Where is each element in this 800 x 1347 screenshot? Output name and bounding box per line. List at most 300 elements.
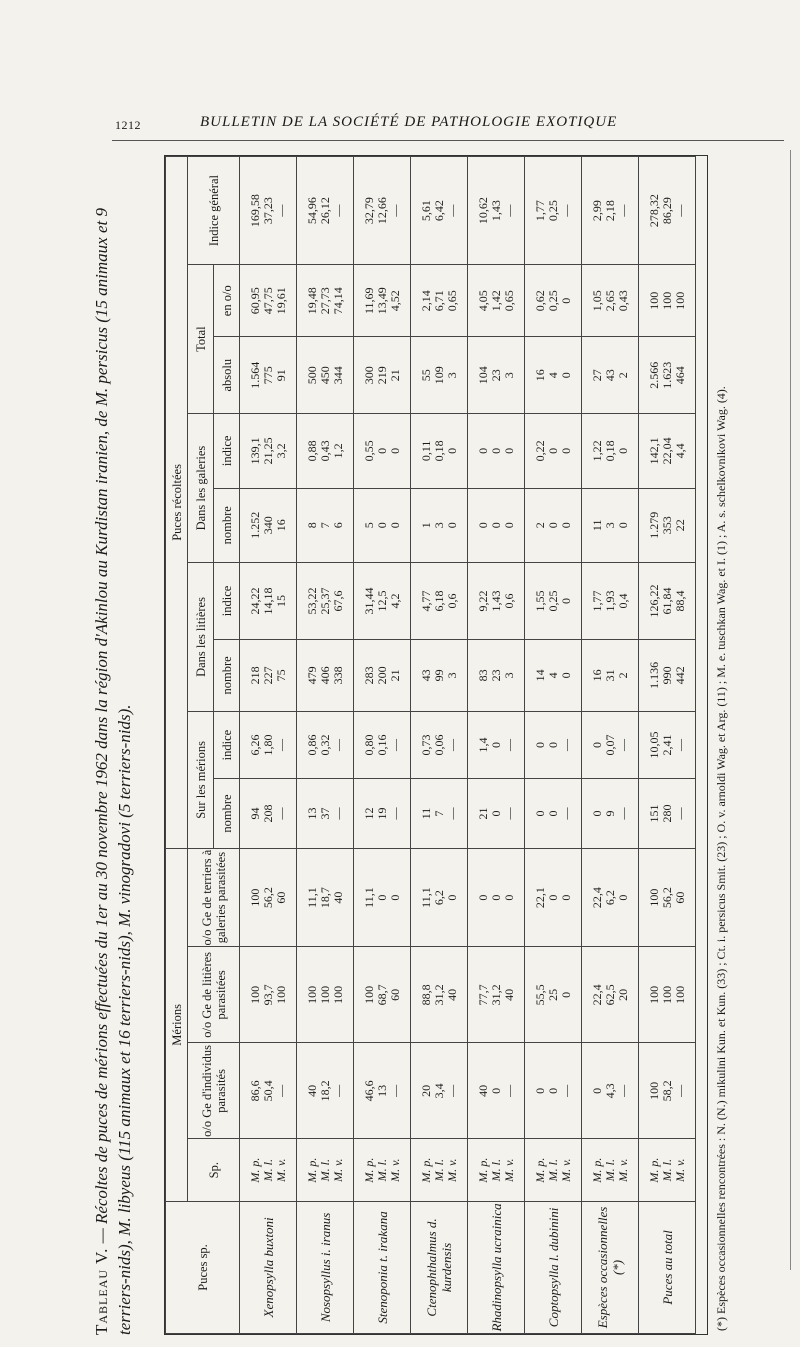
col-puces-sp: Puces sp. [166,1201,240,1333]
cell-value: 40 [304,1084,319,1097]
cell-lit-n [297,639,354,711]
species-name: Stenoponia t. irakana [354,1201,411,1333]
cell-value: M. l. [431,1159,446,1182]
cell-lit-i [411,563,468,640]
cell-value: 88,4 [672,590,687,612]
cell-ig [525,157,582,265]
cell-value: 0 [558,522,573,529]
cell-value: 0,4 [615,593,630,609]
cell-value: M. v. [387,1158,402,1182]
cell-value: 0,6 [444,593,459,609]
cell-lit-i [582,563,639,640]
cell-value: 0 [387,894,402,901]
cell-value: — [558,1084,573,1097]
cell-mer-i [525,711,582,778]
cell-ter [354,848,411,946]
cell-ind [639,1043,696,1139]
cell-value: M. p. [646,1157,661,1183]
cell-value: 50,4 [260,1080,275,1102]
cell-value: 2 [532,522,547,529]
cell-value: 0,25 [545,200,560,222]
cell-value: 4 [545,372,560,379]
col-total: Total [188,265,214,414]
cell-value: 4,52 [387,290,402,312]
cell-value: — [444,1084,459,1097]
cell-value: 0 [558,447,573,454]
cell-value: 14,18 [260,587,275,615]
cell-value: 2.566 [646,361,661,389]
species-name: Espèces occasionnelles (*) [582,1201,639,1333]
species-name: Coptopsylla l. dubinini [525,1201,582,1333]
cell-value: 7 [431,810,446,817]
cell-value: 4,2 [387,593,402,609]
cell-value: 0 [532,742,547,749]
data-table-frame [164,155,708,1335]
cell-value: 0 [545,522,560,529]
cell-ig [240,157,297,265]
running-header [0,108,800,136]
cell-value: 1,42 [488,290,503,312]
cell-tot-abs [411,337,468,414]
cell-gal-n [525,488,582,562]
cell-lit-n [468,639,525,711]
cell-tot-pct [411,265,468,337]
cell-value: 1.136 [646,661,661,689]
cell-lit [582,947,639,1043]
cell-gal-n [468,488,525,562]
cell-mer-i [582,711,639,778]
table-row [354,157,411,1334]
cell-value: 0,55 [361,440,376,462]
cell-value: 0,86 [304,734,319,756]
cell-value: — [501,807,516,820]
table-caption-text: — Récoltes de puces de mérions effectuées du 1er au 30 novembre 1962 dans la région d'Akinlou au Kurdistan iranien, de M. persicus (15 animaux et 9 terriers-nids), M. libyeus (115 animaux et 16 terriers-nids), M. vinogradovi (5 terriers-nids). [92,208,134,1335]
cell-value: 4,4 [672,443,687,459]
cell-value: 0 [615,894,630,901]
cell-value: M. p. [304,1157,319,1183]
cell-value: 283 [361,666,376,685]
cell-value: 14 [532,669,547,682]
cell-value: 100 [361,985,376,1004]
cell-lit-i [297,563,354,640]
cell-value: 775 [260,366,275,385]
cell-value: 0 [501,894,516,901]
cell-value: 1,55 [532,590,547,612]
cell-value: 75 [273,669,288,682]
cell-value: 0 [501,522,516,529]
col-mer-indice: indice [214,711,240,778]
table-row [582,157,639,1334]
cell-value: 31,2 [488,984,503,1006]
cell-value: M. l. [317,1159,332,1182]
cell-value: 74,14 [330,287,345,315]
cell-value: 3 [602,522,617,529]
cell-value: 11,1 [418,887,433,908]
cell-value: 56,2 [260,887,275,909]
cell-value: 126,22 [646,584,661,618]
cell-value: M. l. [602,1159,617,1182]
cell-ig [468,157,525,265]
cell-gal-i [468,414,525,488]
cell-sp [354,1139,411,1201]
table-row [468,157,525,1334]
cell-value: — [672,739,687,752]
cell-value: 0,25 [545,290,560,312]
cell-value: M. p. [475,1157,490,1183]
cell-value: 0 [545,894,560,901]
cell-value: — [273,807,288,820]
cell-value: 1 [418,522,433,529]
cell-value: — [501,204,516,217]
cell-value: 0,18 [602,440,617,462]
cell-tot-pct [582,265,639,337]
cell-value: 6,2 [602,890,617,906]
cell-value: — [444,739,459,752]
cell-value: 12,66 [374,197,389,225]
cell-value: 6,42 [431,200,446,222]
cell-value: M. l. [659,1159,674,1182]
cell-value: 40 [501,988,516,1001]
cell-value: 0,65 [501,290,516,312]
table-label: Tableau V. [92,1247,111,1335]
cell-mer-i [468,711,525,778]
cell-value: 9,22 [475,590,490,612]
cell-value: 0,18 [431,440,446,462]
cell-ig [354,157,411,265]
cell-value: 11,69 [361,287,376,315]
cell-lit-i [354,563,411,640]
cell-value: 1,43 [488,590,503,612]
cell-value: 0 [545,742,560,749]
cell-value: — [273,204,288,217]
cell-value: 0 [615,522,630,529]
cell-value: 219 [374,366,389,385]
cell-value: — [387,739,402,752]
cell-value: 139,1 [247,437,262,465]
cell-lit [240,947,297,1043]
cell-tot-abs [297,337,354,414]
footnote: (*) Espèces occasionnelles rencontrées : N. (N.) mikulini Kun. et Kun. (33) ; Ct. i. persicus Smit. (23) ; O. v. arnoldi Wag. et Arg. (11) ; M. e. tuschkan Wag. et I. (1) ; A. s. schelkovnikovi Wag. (4). [714,386,728,1331]
cell-value: 109 [431,366,446,385]
species-name: Xenopsylla buxtoni [240,1201,297,1333]
cell-value: 16 [273,519,288,532]
cell-value: 338 [330,666,345,685]
cell-gal-i [639,414,696,488]
cell-value: M. v. [672,1158,687,1182]
cell-value: 16 [589,669,604,682]
cell-value: M. l. [545,1159,560,1182]
cell-value: 169,58 [247,194,262,228]
cell-value: 0,07 [602,734,617,756]
cell-value: 100 [646,291,661,310]
cell-value: M. p. [418,1157,433,1183]
cell-value: — [387,807,402,820]
cell-value: 0,11 [418,440,433,462]
cell-value: 7 [317,522,332,529]
cell-value: 43 [602,369,617,382]
cell-value: 25 [545,988,560,1001]
cell-value: 12,5 [374,590,389,612]
cell-mer-i [639,711,696,778]
cell-value: 3 [431,522,446,529]
cell-value: 21 [475,807,490,820]
cell-value: 0 [545,447,560,454]
table-row [411,157,468,1334]
cell-value: 60 [273,891,288,904]
cell-value: 3,2 [273,443,288,459]
cell-gal-i [582,414,639,488]
cell-ind [411,1043,468,1139]
cell-value: 6,26 [247,734,262,756]
cell-value: 0 [558,672,573,679]
cell-tot-abs [468,337,525,414]
cell-tot-pct [525,265,582,337]
cell-lit [297,947,354,1043]
cell-ter [297,848,354,946]
cell-value: 300 [361,366,376,385]
cell-value: 19,48 [304,287,319,315]
cell-value: 1,77 [589,590,604,612]
cell-value: — [330,807,345,820]
cell-value: — [672,204,687,217]
cell-value: 1,4 [475,737,490,753]
cell-value: 56,2 [659,887,674,909]
cell-ind [525,1043,582,1139]
cell-value: 100 [672,291,687,310]
cell-ig [411,157,468,265]
cell-value: 47,75 [260,287,275,315]
cell-value: 27,73 [317,287,332,315]
cell-value: 1,2 [330,443,345,459]
cell-value: 0,62 [532,290,547,312]
running-title: BULLETIN DE LA SOCIÉTÉ DE PATHOLOGIE EXOTIQUE [200,114,618,130]
cell-value: 406 [317,666,332,685]
col-dans-galeries: Dans les galeries [188,414,214,563]
cell-ig [297,157,354,265]
cell-value: — [615,204,630,217]
cell-value: 442 [672,666,687,685]
cell-value: 3,4 [431,1083,446,1099]
cell-value: — [444,807,459,820]
col-puces-recoltees: Puces récoltées [166,157,188,849]
cell-value: 46,6 [361,1080,376,1102]
cell-value: 1,05 [589,290,604,312]
cell-value: 0 [475,447,490,454]
cell-sp [411,1139,468,1201]
cell-value: 25,37 [317,587,332,615]
cell-value: 19,61 [273,287,288,315]
cell-value: 40 [330,891,345,904]
cell-mer-n [354,779,411,849]
cell-value: 22,4 [589,984,604,1006]
cell-value: 100 [646,1081,661,1100]
cell-value: 88,8 [418,984,433,1006]
cell-mer-i [297,711,354,778]
cell-value: 1,93 [602,590,617,612]
cell-value: M. v. [273,1158,288,1182]
cell-value: — [501,1084,516,1097]
cell-value: 3 [501,672,516,679]
cell-value: 1.564 [247,361,262,389]
cell-value: M. v. [501,1158,516,1182]
cell-value: — [387,204,402,217]
table-body [240,157,696,1334]
cell-value: 500 [304,366,319,385]
cell-value: 1.252 [247,511,262,539]
cell-value: 60 [672,891,687,904]
cell-value: 0,88 [304,440,319,462]
cell-value: 0 [532,1087,547,1094]
cell-sp [639,1139,696,1201]
cell-value: 2,41 [659,734,674,756]
cell-value: 278,32 [646,194,661,228]
cell-value: 990 [659,666,674,685]
cell-mer-n [525,779,582,849]
cell-mer-i [354,711,411,778]
cell-lit [468,947,525,1043]
cell-value: 0 [488,894,503,901]
cell-value: 11 [418,807,433,820]
cell-mer-n [582,779,639,849]
cell-value: 0,32 [317,734,332,756]
cell-gal-n [639,488,696,562]
cell-value: 0,43 [317,440,332,462]
cell-value: 22,1 [532,887,547,909]
cell-value: 0 [558,894,573,901]
cell-value: 61,84 [659,587,674,615]
cell-value: 0,22 [532,440,547,462]
cell-value: 22,4 [589,887,604,909]
cell-value: 37 [317,807,332,820]
cell-value: 1,43 [488,200,503,222]
cell-mer-n [639,779,696,849]
cell-value: 0 [488,1087,503,1094]
cell-value: 1,22 [589,440,604,462]
cell-value: 344 [330,366,345,385]
cell-value: 3 [444,672,459,679]
cell-value: 0 [444,522,459,529]
cell-value: 60 [387,988,402,1001]
cell-value: 0,25 [545,590,560,612]
cell-mer-n [411,779,468,849]
cell-value: 67,6 [330,590,345,612]
cell-value: 19 [374,807,389,820]
cell-value: 2,65 [602,290,617,312]
cell-value: 0 [488,742,503,749]
cell-value: 83 [475,669,490,682]
cell-value: M. v. [330,1158,345,1182]
cell-tot-abs [525,337,582,414]
cell-value: 151 [646,804,661,823]
cell-value: 5 [361,522,376,529]
cell-tot-pct [468,265,525,337]
cell-value: 450 [317,366,332,385]
cell-value: 31 [602,669,617,682]
cell-value: 40 [444,988,459,1001]
cell-value: 11,1 [304,887,319,908]
col-tot-pct: en o/o [214,265,240,337]
cell-value: 10,62 [475,197,490,225]
cell-lit [525,947,582,1043]
table-row [240,157,297,1334]
cell-value: 2,99 [589,200,604,222]
cell-value: 0 [387,447,402,454]
cell-lit-n [240,639,297,711]
cell-value: 0 [558,372,573,379]
cell-value: 142,1 [646,437,661,465]
cell-value: 0 [589,1087,604,1094]
cell-value: 32,79 [361,197,376,225]
cell-ter [468,848,525,946]
cell-value: M. l. [488,1159,503,1182]
cell-mer-n [240,779,297,849]
cell-value: 100 [646,888,661,907]
cell-value: 55 [418,369,433,382]
cell-value: 60,95 [247,287,262,315]
cell-gal-i [297,414,354,488]
cell-value: 0 [558,597,573,604]
cell-value: 340 [260,516,275,535]
cell-value: 2,14 [418,290,433,312]
cell-value: — [615,1084,630,1097]
cell-ter [525,848,582,946]
cell-value: M. l. [374,1159,389,1182]
cell-value: 31,44 [361,587,376,615]
cell-value: 218 [247,666,262,685]
cell-tot-abs [582,337,639,414]
cell-gal-i [525,414,582,488]
cell-sp [468,1139,525,1201]
cell-value: 2 [615,372,630,379]
cell-value: M. p. [247,1157,262,1183]
cell-value: 1.279 [646,511,661,539]
cell-value: 15 [273,594,288,607]
cell-value: 16 [532,369,547,382]
col-lit-indice: indice [214,563,240,640]
cell-gal-i [411,414,468,488]
cell-gal-i [354,414,411,488]
cell-value: — [387,1084,402,1097]
cell-ind [468,1043,525,1139]
cell-value: 100 [646,985,661,1004]
cell-value: 93,7 [260,984,275,1006]
cell-value: — [672,1084,687,1097]
cell-lit [354,947,411,1043]
cell-value: 100 [273,985,288,1004]
cell-value: 31,2 [431,984,446,1006]
cell-value: 22,04 [659,437,674,465]
col-mer-nombre: nombre [214,779,240,849]
cell-lit [639,947,696,1043]
cell-value: 0 [545,810,560,817]
cell-value: 62,5 [602,984,617,1006]
cell-value: 23 [488,369,503,382]
col-pct-individus: o/o Ge d'individus parasités [188,1043,240,1139]
cell-value: 100 [247,888,262,907]
page-edge-rule [790,150,791,1270]
cell-sp [240,1139,297,1201]
cell-value: — [330,739,345,752]
cell-value: — [330,1084,345,1097]
rotated-table-block [90,155,790,1335]
table-row [639,157,696,1334]
cell-value: 0 [501,447,516,454]
cell-ind [354,1043,411,1139]
cell-value: 0 [444,894,459,901]
cell-value: 0 [488,810,503,817]
cell-value: 18,2 [317,1080,332,1102]
cell-value: 23 [488,669,503,682]
